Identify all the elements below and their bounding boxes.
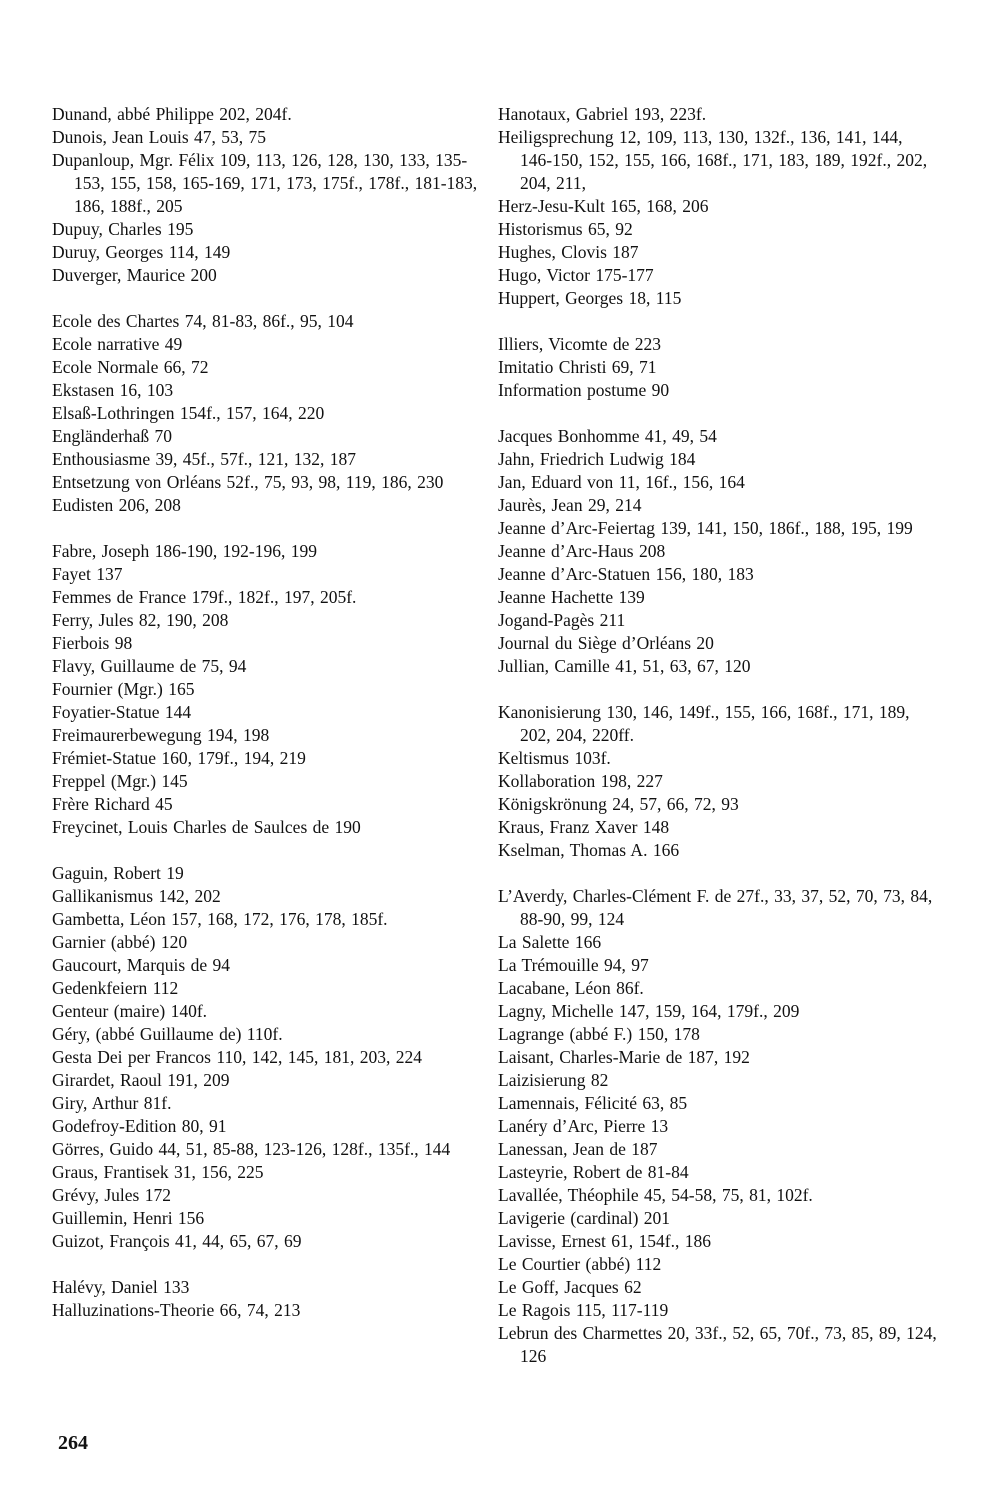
index-entry: Frère Richard 45	[52, 794, 173, 814]
index-entry: Gesta Dei per Francos 110, 142, 145, 181, 203, 224	[52, 1047, 422, 1067]
index-entry: Guillemin, Henri 156	[52, 1208, 205, 1228]
index-entry: Entsetzung von Orléans 52f., 75, 93, 98, 119, 186, 230	[52, 472, 444, 492]
index-entry: Heiligsprechung 12, 109, 113, 130, 132f., 136, 141, 144, 146-150, 152, 155, 166, 168f., 171, 183, 189, 192f., 202, 204, 211,	[498, 127, 928, 193]
index-entry: Ecole narrative 49	[52, 334, 183, 354]
index-entry: Engländerhaß 70	[52, 426, 173, 446]
group-spacer	[52, 287, 482, 310]
index-entry: Giry, Arthur 81f.	[52, 1093, 172, 1113]
index-entry: Jeanne Hachette 139	[498, 587, 645, 607]
index-entry: Lavisse, Ernest 61, 154f., 186	[498, 1231, 711, 1251]
index-entry: Jeanne d’Arc-Haus 208	[498, 541, 666, 561]
index-entry: Genteur (maire) 140f.	[52, 1001, 208, 1021]
index-entry: Godefroy-Edition 80, 91	[52, 1116, 227, 1136]
index-entry: Jeanne d’Arc-Statuen 156, 180, 183	[498, 564, 754, 584]
index-entry: Lavallée, Théophile 45, 54-58, 75, 81, 102f.	[498, 1185, 813, 1205]
index-entry: Flavy, Guillaume de 75, 94	[52, 656, 247, 676]
index-entry: Dunand, abbé Philippe 202, 204f.	[52, 104, 292, 124]
index-entry: Jeanne d’Arc-Feiertag 139, 141, 150, 186f., 188, 195, 199	[498, 518, 913, 538]
index-entry: Dupanloup, Mgr. Félix 109, 113, 126, 128, 130, 133, 135-153, 155, 158, 165-169, 171, 173, 175f., 178f., 181-183, 186, 188f., 205	[52, 150, 478, 216]
index-entry: Lavigerie (cardinal) 201	[498, 1208, 671, 1228]
index-entry: Imitatio Christi 69, 71	[498, 357, 657, 377]
index-entry: Journal du Siège d’Orléans 20	[498, 633, 714, 653]
index-entry: Ferry, Jules 82, 190, 208	[52, 610, 229, 630]
index-entry: Freimaurerbewegung 194, 198	[52, 725, 270, 745]
index-entry: Grévy, Jules 172	[52, 1185, 171, 1205]
index-entry: Enthousiasme 39, 45f., 57f., 121, 132, 187	[52, 449, 356, 469]
index-letter-group	[498, 701, 938, 862]
index-entry: Halluzinations-Theorie 66, 74, 213	[52, 1300, 301, 1320]
index-entry: Hughes, Clovis 187	[498, 242, 639, 262]
index-entry: Dunois, Jean Louis 47, 53, 75	[52, 127, 267, 147]
index-entry: Duverger, Maurice 200	[52, 265, 217, 285]
index-entry: Foyatier-Statue 144	[52, 702, 192, 722]
index-entry: Le Ragois 115, 117-119	[498, 1300, 669, 1320]
index-entry: Lanéry d’Arc, Pierre 13	[498, 1116, 669, 1136]
group-spacer	[498, 862, 938, 885]
index-entry: Fournier (Mgr.) 165	[52, 679, 195, 699]
index-entry: Huppert, Georges 18, 115	[498, 288, 682, 308]
index-entry: Graus, Frantisek 31, 156, 225	[52, 1162, 264, 1182]
index-entry: Garnier (abbé) 120	[52, 932, 188, 952]
index-entry: Ekstasen 16, 103	[52, 380, 174, 400]
index-entry: Information postume 90	[498, 380, 670, 400]
index-entry: Fayet 137	[52, 564, 123, 584]
index-entry: Jogand-Pagès 211	[498, 610, 626, 630]
group-spacer	[52, 839, 482, 862]
index-entry: Elsaß-Lothringen 154f., 157, 164, 220	[52, 403, 325, 423]
index-entry: Königskrönung 24, 57, 66, 72, 93	[498, 794, 739, 814]
index-letter-group	[52, 310, 482, 517]
index-entry: Eudisten 206, 208	[52, 495, 181, 515]
page-number: 264	[58, 1432, 88, 1454]
index-letter-group	[52, 862, 482, 1253]
index-entry: Lamennais, Félicité 63, 85	[498, 1093, 688, 1113]
index-entry: Jan, Eduard von 11, 16f., 156, 164	[498, 472, 745, 492]
index-entry: L’Averdy, Charles-Clément F. de 27f., 33, 37, 52, 70, 73, 84, 88-90, 99, 124	[498, 886, 933, 929]
index-entry: Görres, Guido 44, 51, 85-88, 123-126, 128f., 135f., 144	[52, 1139, 451, 1159]
index-entry: Femmes de France 179f., 182f., 197, 205f.	[52, 587, 357, 607]
index-entry: Géry, (abbé Guillaume de) 110f.	[52, 1024, 283, 1044]
index-entry: Lagny, Michelle 147, 159, 164, 179f., 209	[498, 1001, 800, 1021]
index-entry: Ecole Normale 66, 72	[52, 357, 209, 377]
index-entry: La Trémouille 94, 97	[498, 955, 649, 975]
group-spacer	[52, 1253, 482, 1276]
index-entry: Frémiet-Statue 160, 179f., 194, 219	[52, 748, 306, 768]
index-entry: Herz-Jesu-Kult 165, 168, 206	[498, 196, 709, 216]
index-entry: Fierbois 98	[52, 633, 133, 653]
index-entry: La Salette 166	[498, 932, 602, 952]
index-column-left	[52, 103, 482, 1322]
index-entry: Gallikanismus 142, 202	[52, 886, 221, 906]
group-spacer	[498, 678, 938, 701]
index-letter-group	[52, 540, 482, 839]
index-entry: Le Goff, Jacques 62	[498, 1277, 642, 1297]
index-letter-group	[498, 333, 938, 402]
index-letter-group	[52, 1276, 482, 1322]
index-entry: Kraus, Franz Xaver 148	[498, 817, 670, 837]
index-entry: Halévy, Daniel 133	[52, 1277, 190, 1297]
index-entry: Lanessan, Jean de 187	[498, 1139, 658, 1159]
index-entry: Jaurès, Jean 29, 214	[498, 495, 642, 515]
index-entry: Le Courtier (abbé) 112	[498, 1254, 662, 1274]
index-entry: Laizisierung 82	[498, 1070, 609, 1090]
group-spacer	[52, 517, 482, 540]
group-spacer	[498, 310, 938, 333]
index-entry: Guizot, François 41, 44, 65, 67, 69	[52, 1231, 302, 1251]
index-entry: Historismus 65, 92	[498, 219, 633, 239]
index-entry: Duruy, Georges 114, 149	[52, 242, 231, 262]
index-entry: Freppel (Mgr.) 145	[52, 771, 188, 791]
index-letter-group	[498, 103, 938, 310]
index-entry: Gaguin, Robert 19	[52, 863, 184, 883]
index-entry: Lagrange (abbé F.) 150, 178	[498, 1024, 700, 1044]
index-letter-group	[498, 885, 938, 1368]
index-letter-group	[498, 425, 938, 678]
index-column-right	[498, 103, 938, 1368]
index-entry: Girardet, Raoul 191, 209	[52, 1070, 230, 1090]
index-entry: Kollaboration 198, 227	[498, 771, 663, 791]
index-entry: Kanonisierung 130, 146, 149f., 155, 166, 168f., 171, 189, 202, 204, 220ff.	[498, 702, 910, 745]
index-entry: Keltismus 103f.	[498, 748, 611, 768]
index-entry: Jullian, Camille 41, 51, 63, 67, 120	[498, 656, 751, 676]
index-entry: Lacabane, Léon 86f.	[498, 978, 644, 998]
index-entry: Gaucourt, Marquis de 94	[52, 955, 230, 975]
group-spacer	[498, 402, 938, 425]
index-entry: Hanotaux, Gabriel 193, 223f.	[498, 104, 707, 124]
index-entry: Hugo, Victor 175-177	[498, 265, 654, 285]
index-entry: Lasteyrie, Robert de 81-84	[498, 1162, 689, 1182]
index-entry: Lebrun des Charmettes 20, 33f., 52, 65, 70f., 73, 85, 89, 124, 126	[498, 1323, 937, 1366]
index-entry: Dupuy, Charles 195	[52, 219, 194, 239]
index-entry: Gedenkfeiern 112	[52, 978, 179, 998]
index-entry: Freycinet, Louis Charles de Saulces de 190	[52, 817, 361, 837]
index-entry: Kselman, Thomas A. 166	[498, 840, 680, 860]
index-entry: Ecole des Chartes 74, 81-83, 86f., 95, 104	[52, 311, 354, 331]
index-entry: Laisant, Charles-Marie de 187, 192	[498, 1047, 750, 1067]
index-letter-group	[52, 103, 482, 287]
index-entry: Jacques Bonhomme 41, 49, 54	[498, 426, 717, 446]
index-entry: Jahn, Friedrich Ludwig 184	[498, 449, 696, 469]
index-entry: Gambetta, Léon 157, 168, 172, 176, 178, 185f.	[52, 909, 388, 929]
index-entry: Illiers, Vicomte de 223	[498, 334, 661, 354]
index-entry: Fabre, Joseph 186-190, 192-196, 199	[52, 541, 318, 561]
